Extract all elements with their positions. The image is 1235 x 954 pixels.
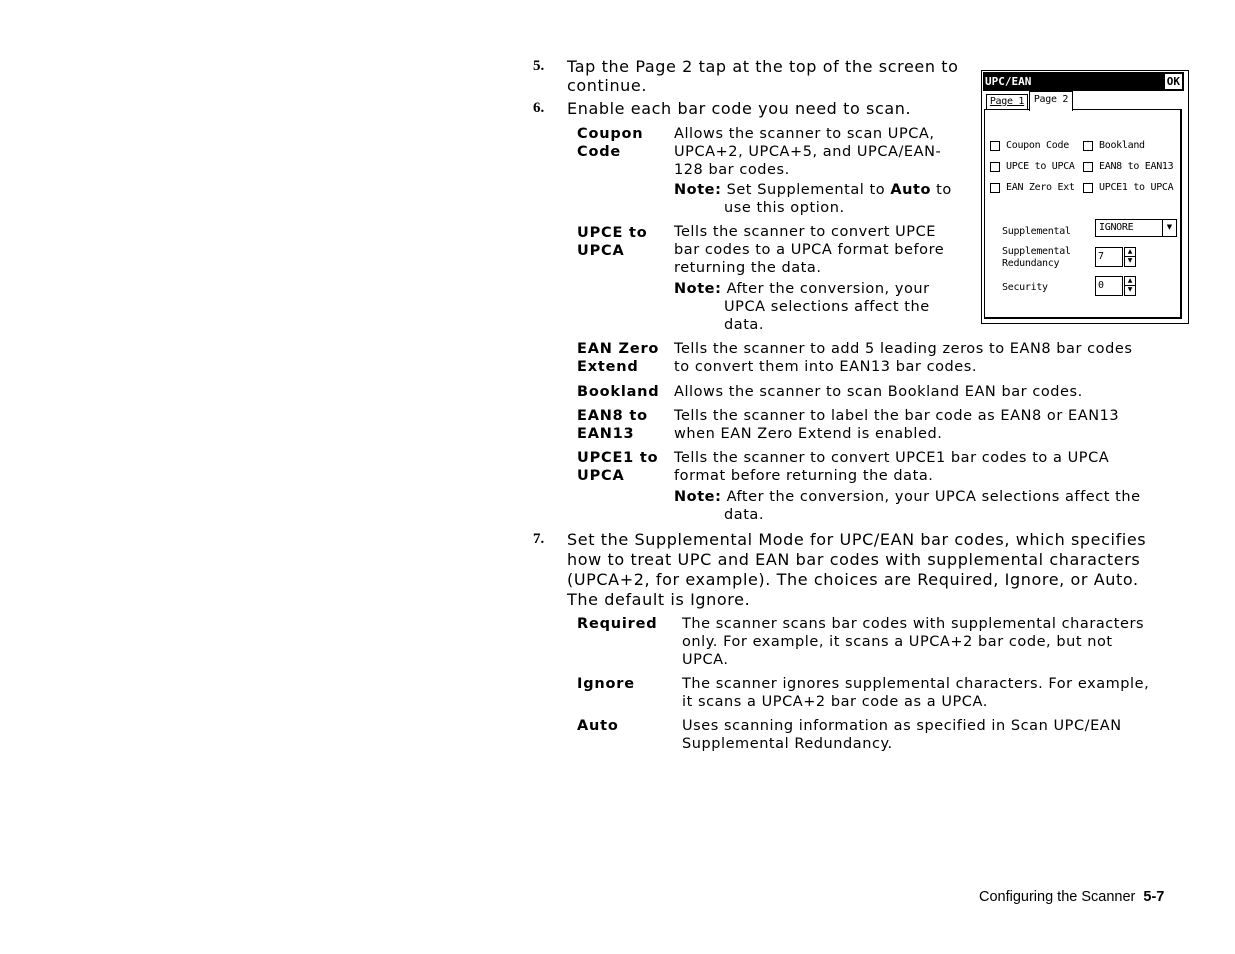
step-7-text: Set the Supplemental Mode for UPC/EAN bar codes, which specifies how to treat UPC and EAN bar codes with supplemental characters (UPCA+2, for example). The choices are Required, Ignore, or Auto. The default is Ignore. [567,530,1147,609]
checkbox-label-upce-to-upca: UPCE to UPCA [1006,161,1075,172]
desc-ean-zero-extend: Tells the scanner to add 5 leading zeros to EAN8 bar codes to convert them into EAN13 bar codes. [674,341,1133,375]
spin-up-icon[interactable]: ▲ [1125,277,1135,286]
desc-auto: Uses scanning information as specified in Scan UPC/EAN Supplemental Redundancy. [682,718,1122,752]
checkbox-upce-to-upca[interactable] [990,162,1000,172]
step-6-text: Enable each bar code you need to scan. [567,99,912,118]
desc-ignore: The scanner ignores supplemental characters. For example, it scans a UPCA+2 bar code as a UPCA. [682,676,1150,710]
step-7-number: 7. [533,531,545,547]
checkbox-ean8-to-ean13[interactable] [1083,162,1093,172]
desc-upce1-to-upca: Tells the scanner to convert UPCE1 bar codes to a UPCA format before returning the data. [674,450,1110,484]
upc-ean-dialog [981,70,1189,324]
step-5-line-2: continue. [567,76,648,95]
supplemental-select[interactable] [1095,219,1177,237]
term-coupon-code: Coupon Code [577,126,644,160]
term-upce-to-upca: UPCE to UPCA [577,225,648,259]
dialog-title-bar [983,72,1184,91]
note-upce-to-upca: Note: After the conversion, your UPCA selections affect the data. [674,281,930,333]
ok-button[interactable]: OK [1166,75,1180,88]
term-upce1-to-upca: UPCE1 to UPCA [577,450,659,484]
tab-page-2[interactable]: Page 2 [1029,91,1073,111]
footer-section-title: Configuring the Scanner [979,889,1136,905]
term-auto: Auto [577,718,619,734]
checkbox-label-upce1-to-upca: UPCE1 to UPCA [1099,182,1174,193]
checkbox-label-ean8-to-ean13: EAN8 to EAN13 [1099,161,1174,172]
security-label: Security [1002,282,1048,293]
checkbox-ean-zero-ext[interactable] [990,183,1000,193]
security-spinner[interactable] [1124,276,1136,296]
term-ignore: Ignore [577,676,635,692]
step-5-number: 5. [533,58,545,74]
desc-bookland: Allows the scanner to scan Bookland EAN bar codes. [674,384,1083,400]
redundancy-label: Supplemental Redundancy [1002,246,1071,269]
checkbox-label-coupon-code: Coupon Code [1006,140,1069,151]
footer-page-number: 5-7 [1143,889,1165,905]
step-5-line-1: Tap the Page 2 tap at the top of the screen to [567,57,959,76]
security-value: 0 [1098,280,1104,291]
checkbox-bookland[interactable] [1083,141,1093,151]
checkbox-coupon-code[interactable] [990,141,1000,151]
dropdown-arrow-icon[interactable]: ▼ [1162,220,1176,236]
term-required: Required [577,616,658,632]
tab-panel [984,109,1182,319]
redundancy-value: 7 [1098,251,1104,262]
dialog-title: UPC/EAN [985,75,1032,88]
supplemental-value: IGNORE [1099,222,1134,233]
redundancy-spinner[interactable] [1124,247,1136,267]
supplemental-label: Supplemental [1002,226,1071,237]
checkbox-label-ean-zero-ext: EAN Zero Ext [1006,182,1075,193]
checkbox-upce1-to-upca[interactable] [1083,183,1093,193]
desc-coupon-code: Allows the scanner to scan UPCA, UPCA+2, UPCA+5, and UPCA/EAN- 128 bar codes. [674,126,942,178]
spin-up-icon[interactable]: ▲ [1125,248,1135,257]
desc-upce-to-upca: Tells the scanner to convert UPCE bar codes to a UPCA format before returning the data. [674,224,945,276]
page-footer [979,889,1164,905]
step-6-number: 6. [533,100,545,116]
tab-page-1[interactable]: Page 1 [986,94,1028,110]
note-coupon-code: Note: Set Supplemental to Auto to use this option. [674,182,952,216]
security-input[interactable] [1095,276,1123,296]
desc-required: The scanner scans bar codes with supplemental characters only. For example, it scans a UPCA+2 bar code, but not UPCA. [682,616,1145,668]
spin-down-icon[interactable]: ▼ [1127,257,1133,264]
term-ean8-to-ean13: EAN8 to EAN13 [577,408,648,442]
term-ean-zero-extend: EAN Zero Extend [577,341,660,375]
note-upce1-to-upca: Note: After the conversion, your UPCA selections affect the data. [674,489,1141,523]
desc-ean8-to-ean13: Tells the scanner to label the bar code as EAN8 or EAN13 when EAN Zero Extend is enabled. [674,408,1120,442]
spin-down-icon[interactable]: ▼ [1127,286,1133,293]
redundancy-input[interactable] [1095,247,1123,267]
term-bookland: Bookland [577,384,660,400]
checkbox-label-bookland: Bookland [1099,140,1145,151]
